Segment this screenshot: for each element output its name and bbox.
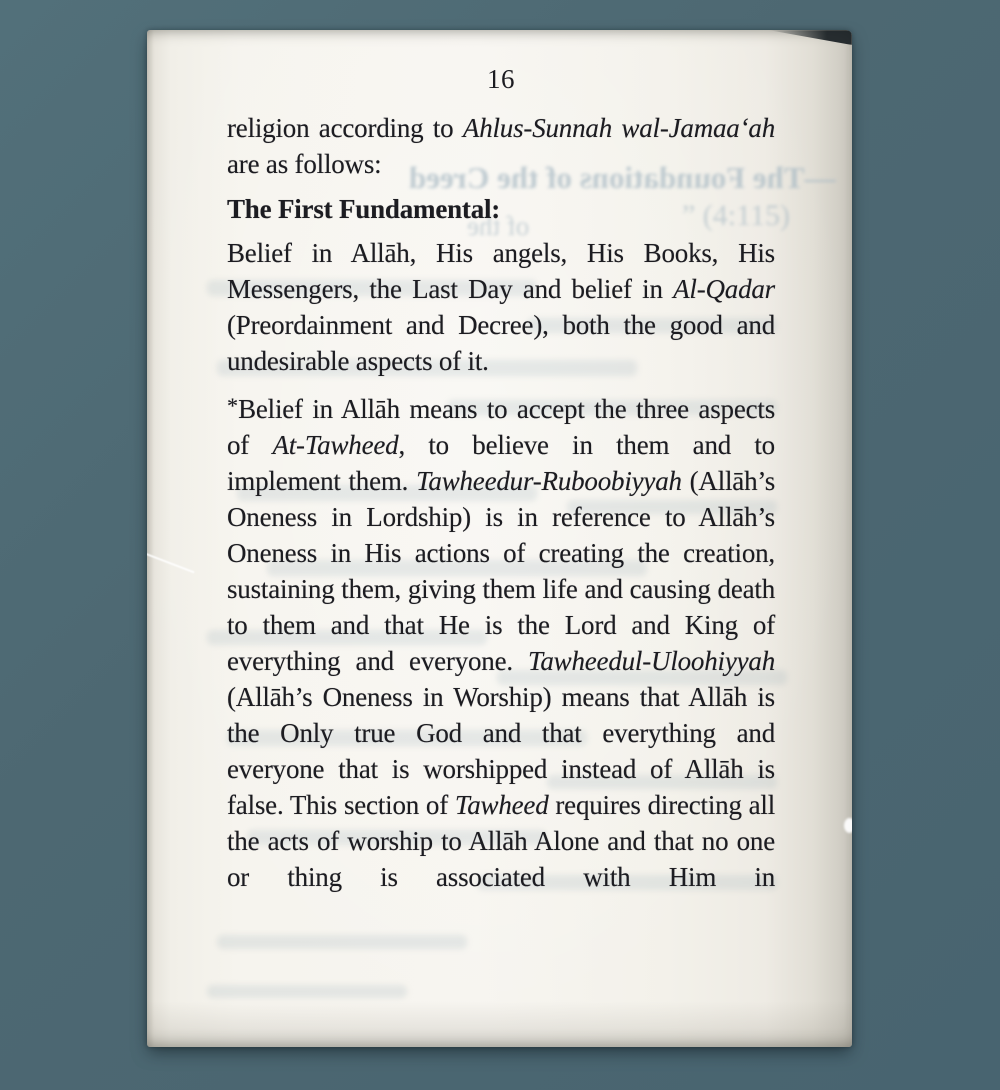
page-edge-highlight [844,818,852,833]
page-corner-shadow [768,30,852,45]
page-number: 16 [487,64,515,94]
paragraph-intro: religion according to Ahlus-Sunnah wal-Jamaa‘ah are as follows: [227,113,775,179]
bleed-through-smudge [217,935,467,949]
ghost-title-text: —The Foundations of the Creed [409,160,836,195]
ghost-verse-reference: ” (4:115) [681,199,790,232]
book-page [147,30,852,1047]
scratch-line [147,551,195,574]
paragraph-first-fundamental-heading: The First Fundamental: [227,194,501,224]
bleed-through-smudge [207,985,407,998]
paragraphs-container [227,110,775,895]
paragraph-belief-detail: *Belief in Allāh means to accept the three aspects of At-Tawheed, to believe in them and to implement them. Tawheedur-Ruboobiyyah (Allāh’s Oneness in Lordship) is in reference to Allāh’s Oneness in His actions of creating the creation, sustaining them, giving them life and causing death to them and that He is the Lord and King of everything and everyone. Tawheedul-Uloohiyyah (Allāh’s Oneness in Worship) means that Allāh is the Only true God and that everything and everyone that is worshipped instead of Allāh is false. This section of Tawheed requires directing all the acts of worship to Allāh Alone and that no one or thing is associated with Him in [227,393,776,892]
paragraph-belief-summary: Belief in Allāh, His angels, His Books, His Messengers, the Last Day and belief in Al-Qadar (Preordainment and Decree), both the good and undesirable aspects of it. [227,238,775,376]
ghost-text-fragment: of the [467,211,530,241]
text-block [227,64,775,904]
